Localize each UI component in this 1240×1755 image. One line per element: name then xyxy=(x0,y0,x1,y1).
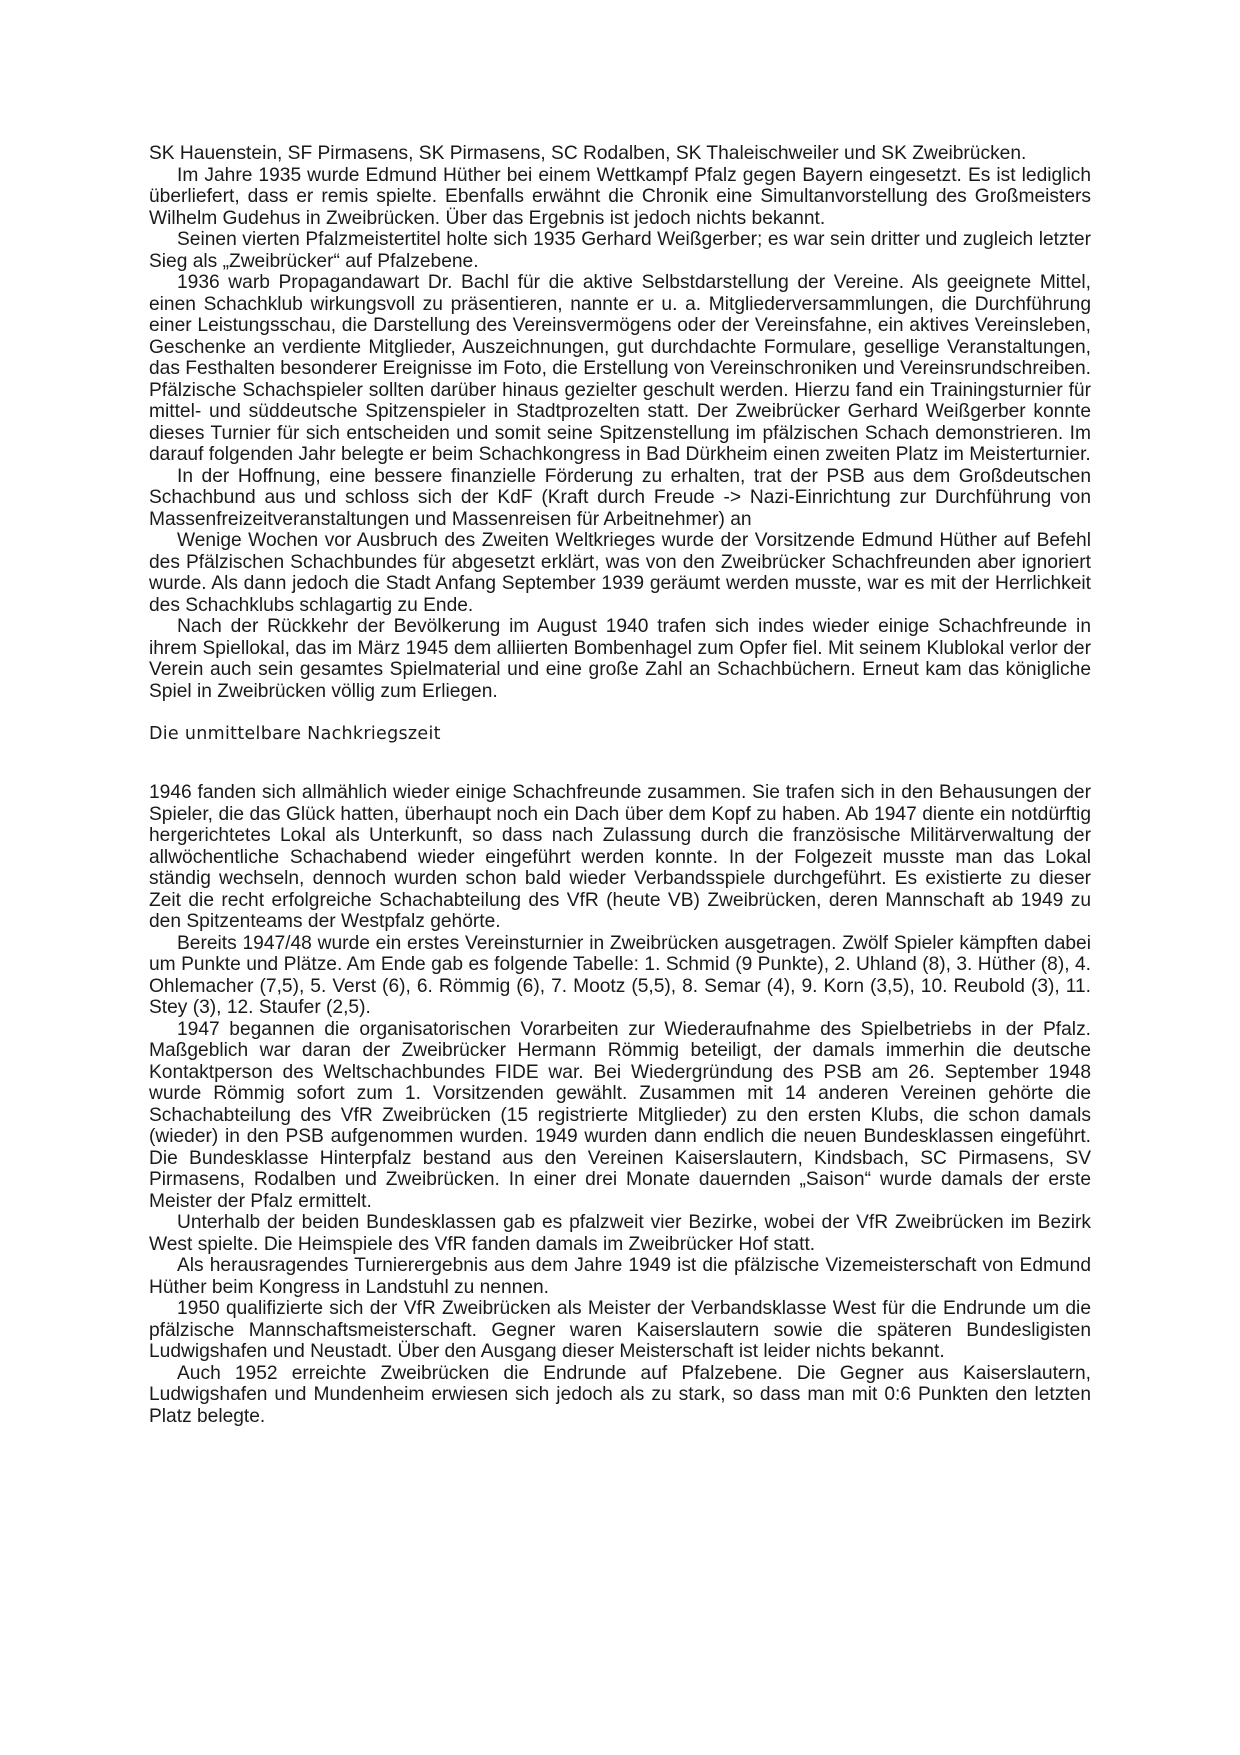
paragraph: Bereits 1947/48 wurde ein erstes Vereinsturnier in Zweibrücken ausgetragen. Zwölf Spieler kämpften dabei um Punkte und Plätze. Am Ende gab es folgende Tabelle: 1. Schmid (9 Punkte), 2. Uhland (8), 3. Hüther (8), 4. Ohlemacher (7,5), 5. Verst (6), 6. Römmig (6), 7. Mootz (5,5), 8. Semar (4), 9. Korn (3,5), 10. Reubold (3), 11. Stey (3), 12. Staufer (2,5). xyxy=(149,932,1091,1018)
paragraph: Seinen vierten Pfalzmeistertitel holte sich 1935 Gerhard Weißgerber; es war sein dritter und zugleich letzter Sieg als „Zweibrücker“ auf Pfalzebene. xyxy=(149,229,1091,272)
paragraph: Im Jahre 1935 wurde Edmund Hüther bei einem Wettkampf Pfalz gegen Bayern eingesetzt. Es ist lediglich überliefert, dass er remis spielte. Ebenfalls erwähnt die Chronik eine Simultanvorstellung des Großmeisters Wilhelm Gudehus in Zweibrücken. Über das Ergebnis ist jedoch nichts bekannt. xyxy=(149,164,1091,229)
paragraph: 1947 begannen die organisatorischen Vorarbeiten zur Wiederaufnahme des Spielbetriebs in der Pfalz. Maßgeblich war daran der Zweibrücker Hermann Römmig beteiligt, der damals immerhin die deutsche Kontaktperson des Weltschachbundes FIDE war. Bei Wiedergründung des PSB am 26. September 1948 wurde Römmig sofort zum 1. Vorsitzenden gewählt. Zusammen mit 14 anderen Vereinen gehörte die Schachabteilung des VfR Zweibrücken (15 registrierte Mitglieder) zu den ersten Klubs, die schon damals (wieder) in den PSB aufgenommen wurden. 1949 wurden dann endlich die neuen Bundesklassen eingeführt. Die Bundesklasse Hinterpfalz bestand aus den Vereinen Kaiserslautern, Kindsbach, SC Pirmasens, SV Pirmasens, Rodalben und Zweibrücken. In einer drei Monate dauernden „Saison“ wurde damals der erste Meister der Pfalz ermittelt. xyxy=(149,1018,1091,1212)
paragraph: Als herausragendes Turnierergebnis aus dem Jahre 1949 ist die pfälzische Vizemeisterschaft von Edmund Hüther beim Kongress in Landstuhl zu nennen. xyxy=(149,1255,1091,1298)
document-page xyxy=(149,143,1091,1427)
section-heading: Die unmittelbare Nachkriegszeit xyxy=(149,724,441,744)
paragraph: 1936 warb Propagandawart Dr. Bachl für die aktive Selbstdarstellung der Vereine. Als geeignete Mittel, einen Schachklub wirkungsvoll zu präsentieren, nannte er u. a. Mitgliederversammlungen, die Durchführung einer Leistungsschau, die Darstellung des Vereinsvermögens oder der Vereinsfahne, ein aktives Vereinsleben, Geschenke an verdiente Mitglieder, Auszeichnungen, gut durchdachte Formulare, gesellige Veranstaltungen, das Festhalten besonderer Ereignisse im Foto, die Erstellung von Vereinschroniken und Vereinsrundschreiben. Pfälzische Schachspieler sollten darüber hinaus gezielter geschult werden. Hierzu fand ein Trainingsturnier für mittel- und süddeutsche Spitzenspieler in Stadtprozelten statt. Der Zweibrücker Gerhard Weißgerber konnte dieses Turnier für sich entscheiden und somit seine Spitzenstellung im pfälzischen Schach demonstrieren. Im darauf folgenden Jahr belegte er beim Schachkongress in Bad Dürkheim einen zweiten Platz im Meisterturnier. xyxy=(149,272,1091,465)
paragraph: Nach der Rückkehr der Bevölkerung im August 1940 trafen sich indes wieder einige Schachfreunde in ihrem Spiellokal, das im März 1945 dem alliierten Bombenhagel zum Opfer fiel. Mit seinem Klublokal verlor der Verein auch sein gesamtes Spielmaterial und eine große Zahl an Schachbüchern. Erneut kam das königliche Spiel in Zweibrücken völlig zum Erliegen. xyxy=(149,616,1091,702)
paragraph: Unterhalb der beiden Bundesklassen gab es pfalzweit vier Bezirke, wobei der VfR Zweibrücken im Bezirk West spielte. Die Heimspiele des VfR fanden damals im Zweibrücker Hof statt. xyxy=(149,1212,1091,1255)
section-prewar xyxy=(149,143,1091,702)
paragraph: SK Hauenstein, SF Pirmasens, SK Pirmasens, SC Rodalben, SK Thaleischweiler und SK Zweibrücken. xyxy=(149,143,1027,164)
paragraph: In der Hoffnung, eine bessere finanzielle Förderung zu erhalten, trat der PSB aus dem Großdeutschen Schachbund aus und schloss sich der KdF (Kraft durch Freude -> Nazi-Einrichtung zur Durchführung von Massenfreizeitveranstaltungen und Massenreisen für Arbeitnehmer) an xyxy=(149,465,1091,530)
section-postwar xyxy=(149,782,1091,1427)
paragraph: Wenige Wochen vor Ausbruch des Zweiten Weltkrieges wurde der Vorsitzende Edmund Hüther auf Befehl des Pfälzischen Schachbundes für abgesetzt erklärt, was von den Zweibrücker Schachfreunden aber ignoriert wurde. Als dann jedoch die Stadt Anfang September 1939 geräumt werden musste, war es mit der Herrlichkeit des Schachklubs schlagartig zu Ende. xyxy=(149,530,1091,616)
paragraph: 1950 qualifizierte sich der VfR Zweibrücken als Meister der Verbandsklasse West für die Endrunde um die pfälzische Mannschaftsmeisterschaft. Gegner waren Kaiserslautern sowie die späteren Bundesligisten Ludwigshafen und Neustadt. Über den Ausgang dieser Meisterschaft ist leider nichts bekannt. xyxy=(149,1298,1091,1362)
paragraph: 1946 fanden sich allmählich wieder einige Schachfreunde zusammen. Sie trafen sich in den Behausungen der Spieler, die das Glück hatten, überhaupt noch ein Dach über dem Kopf zu haben. Ab 1947 diente ein notdürftig hergerichtetes Lokal als Unterkunft, so dass nach Zulassung durch die französische Militärverwaltung der allwöchentliche Schachabend wieder eingeführt werden konnte. In der Folgezeit musste man das Lokal ständig wechseln, dennoch wurden schon bald wieder Verbandsspiele durchgeführt. Es existierte zu dieser Zeit die recht erfolgreiche Schachabteilung des VfR (heute VB) Zweibrücken, deren Mannschaft ab 1949 zu den Spitzenteams der Westpfalz gehörte. xyxy=(149,782,1091,932)
paragraph: Auch 1952 erreichte Zweibrücken die Endrunde auf Pfalzebene. Die Gegner aus Kaiserslautern, Ludwigshafen und Mundenheim erwiesen sich jedoch als zu stark, so dass man mit 0:6 Punkten den letzten Platz belegte. xyxy=(149,1362,1091,1427)
